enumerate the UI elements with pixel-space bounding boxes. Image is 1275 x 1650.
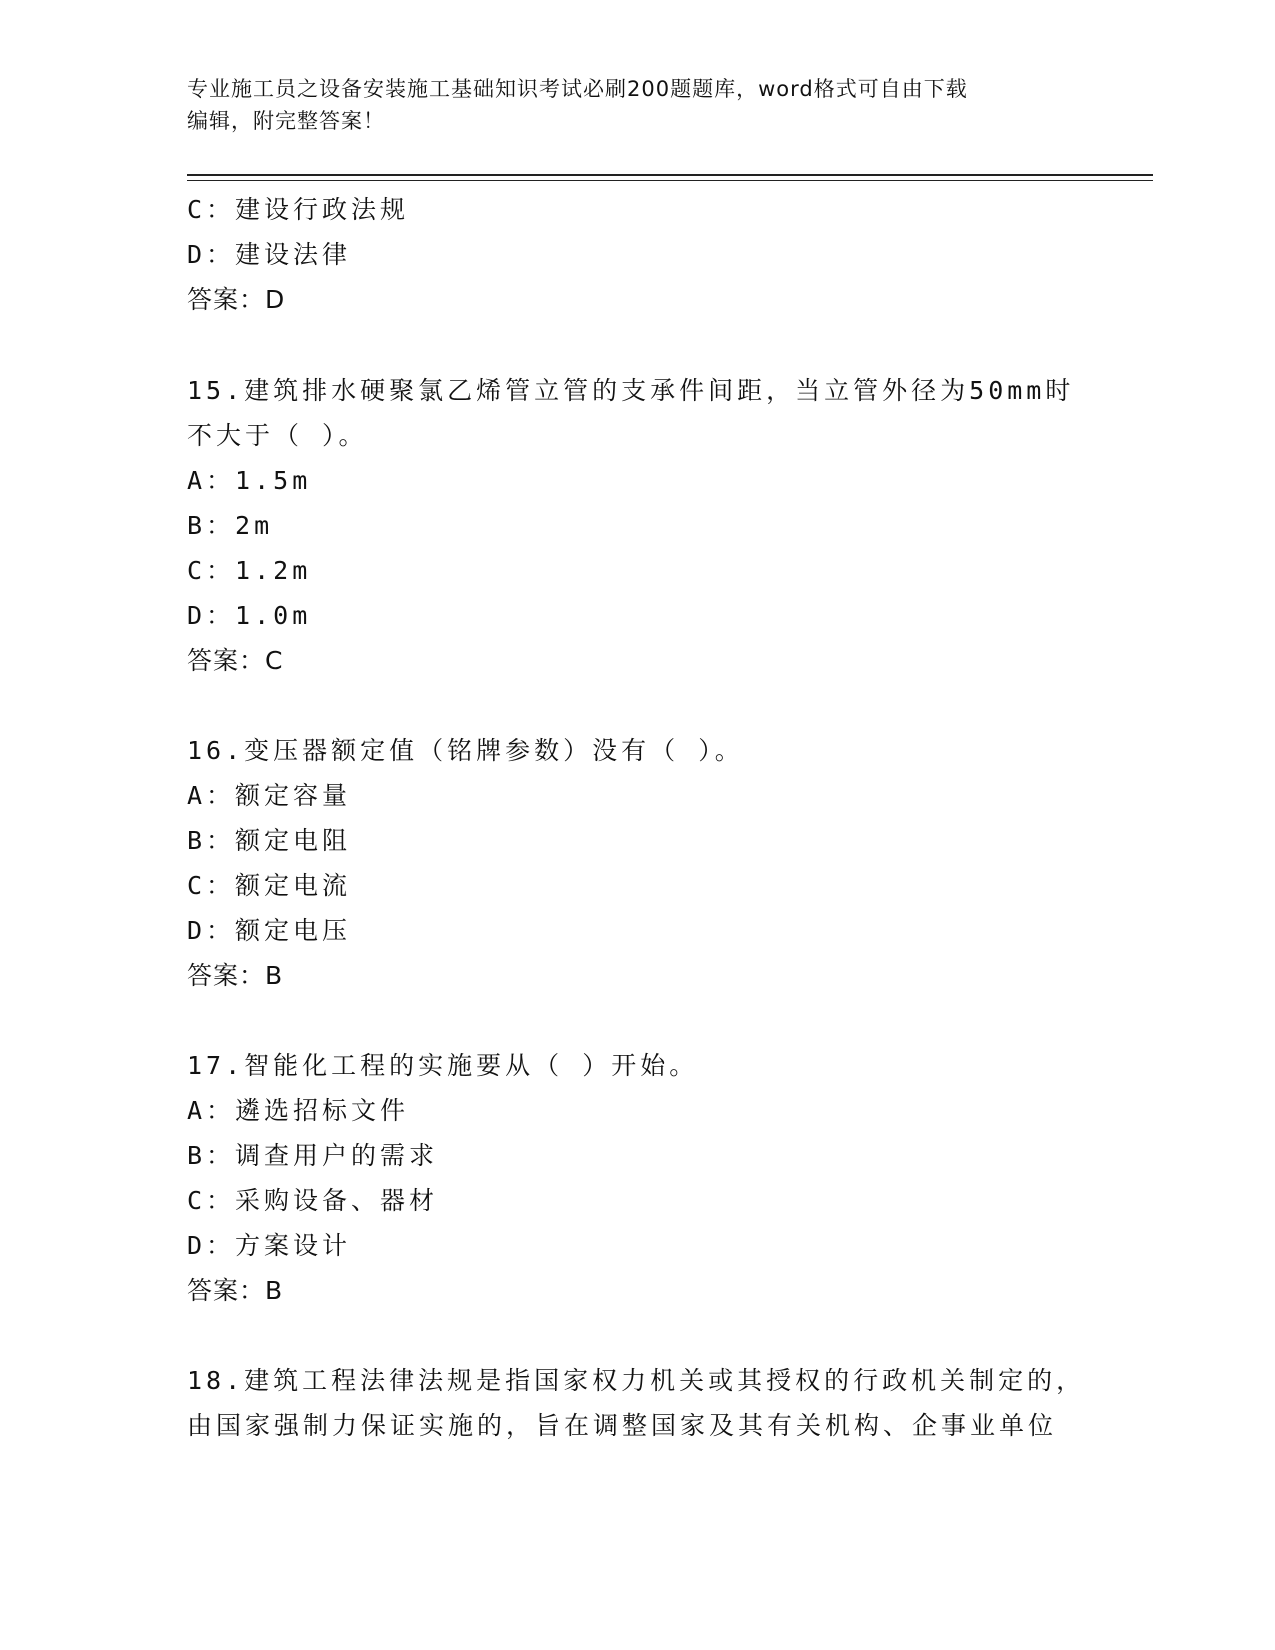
q15-option-d: D：1.0m — [187, 601, 312, 630]
q17-option-a: A：遴选招标文件 — [187, 1096, 410, 1125]
q15-answer: 答案：C — [187, 646, 284, 675]
document-header — [187, 73, 1067, 137]
q17-option-d: D：方案设计 — [187, 1231, 352, 1260]
q17-option-c: C：采购设备、器材 — [187, 1186, 439, 1215]
q15-option-a: A：1.5m — [187, 466, 312, 495]
q16-answer: 答案：B — [187, 961, 284, 990]
q16-option-c: C：额定电流 — [187, 871, 352, 900]
q15-option-c: C：1.2m — [187, 556, 312, 585]
q15-stem-line-1: 15.建筑排水硬聚氯乙烯管立管的支承件间距，当立管外径为50mm时 — [187, 376, 1075, 405]
q15-option-b: B：2m — [187, 511, 274, 540]
header-line-1: 专业施工员之设备安装施工基础知识考试必刷200题题库，word格式可自由下载 — [187, 77, 968, 101]
header-divider-thick — [187, 174, 1153, 176]
q18-stem-line-2: 由国家强制力保证实施的，旨在调整国家及其有关机构、企事业单位 — [187, 1411, 1058, 1440]
q16-option-a: A：额定容量 — [187, 781, 352, 810]
header-divider-thin — [187, 180, 1153, 181]
q17-stem: 17.智能化工程的实施要从（ ）开始。 — [187, 1051, 699, 1080]
q14-option-c: C：建设行政法规 — [187, 195, 410, 224]
q15-stem-line-2: 不大于（ ）。 — [187, 421, 368, 450]
q14-option-d: D：建设法律 — [187, 240, 352, 269]
q17-answer: 答案：B — [187, 1276, 284, 1305]
q16-option-d: D：额定电压 — [187, 916, 352, 945]
q17-option-b: B：调查用户的需求 — [187, 1141, 439, 1170]
q14-answer: 答案：D — [187, 285, 286, 314]
header-line-2: 编辑，附完整答案！ — [187, 109, 385, 133]
q16-stem: 16.变压器额定值（铭牌参数）没有（ ）。 — [187, 736, 744, 765]
q18-stem-line-1: 18.建筑工程法律法规是指国家权力机关或其授权的行政机关制定的， — [187, 1366, 1086, 1395]
q16-option-b: B：额定电阻 — [187, 826, 352, 855]
